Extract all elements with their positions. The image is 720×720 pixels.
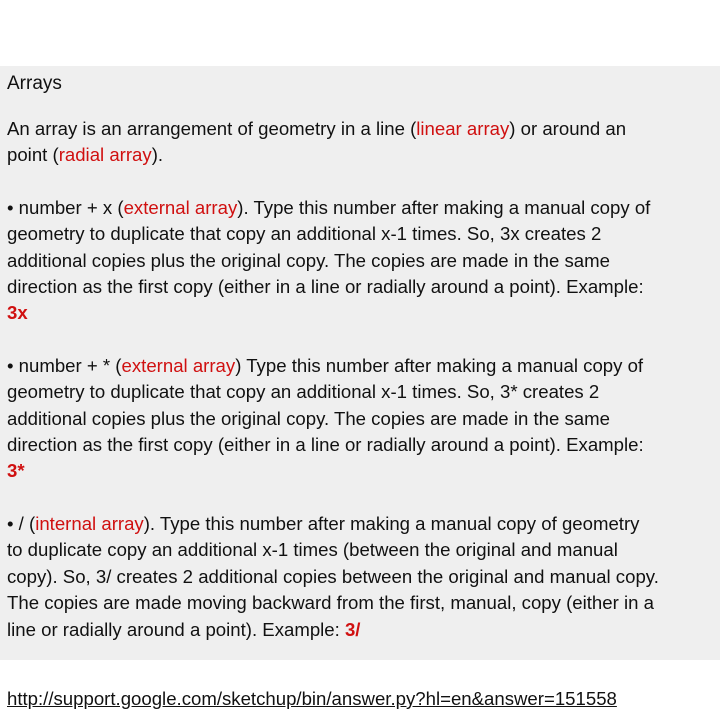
term-internal-array: internal array	[35, 512, 144, 534]
intro-text-3: ).	[151, 144, 164, 166]
bullet-number-x	[7, 195, 716, 327]
intro-text-2: ) or around an point (	[7, 118, 627, 166]
bullet-slash	[7, 511, 716, 643]
term-linear-array: linear array	[416, 118, 510, 139]
bullet-3-text-2: ). Type this number after making a manual copy of geometry to duplicate copy an additional x-1 times (between the original and manual copy). So, 3/ creates 2 additional copies between the original and manual copy. The copies are made moving backward from the first, manual, copy (either in a line or radially around a point). Example:	[7, 512, 659, 640]
bullet-3-text-1: • / (	[7, 512, 36, 534]
example-3-star: 3*	[7, 460, 25, 482]
bullet-1-text-2: ). Type this number after making a manual copy of geometry to duplicate that copy an additional x-1 times. So, 3x creates 2 additional copies plus the original copy. The copies are made in the same direction as the first copy (either in a line or radially around a point). Example:	[7, 196, 651, 298]
intro-text-1: An array is an arrangement of geometry in a line (	[7, 118, 417, 139]
term-external-array-1: external array	[123, 196, 238, 218]
page-title: Arrays	[7, 73, 62, 94]
bullet-2-text-2: ) Type this number after making a manual copy of geometry to duplicate that copy an additional x-1 times. So, 3* creates 2 additional copies plus the original copy. The copies are made in the same direction as the first copy (either in a line or radially around a point). Example:	[7, 354, 644, 456]
bullet-number-star	[7, 353, 716, 485]
intro-paragraph	[7, 116, 716, 169]
bullet-2-text-1: • number + * (	[7, 354, 122, 376]
content-panel	[0, 66, 720, 660]
bullet-1-text-1: • number + x (	[7, 196, 124, 218]
example-3-slash: 3/	[344, 618, 361, 640]
term-radial-array: radial array	[58, 144, 152, 166]
example-3x: 3x	[7, 302, 28, 324]
support-link[interactable]: http://support.google.com/sketchup/bin/answer.py?hl=en&answer=151558	[7, 688, 617, 709]
term-external-array-2: external array	[121, 354, 236, 376]
